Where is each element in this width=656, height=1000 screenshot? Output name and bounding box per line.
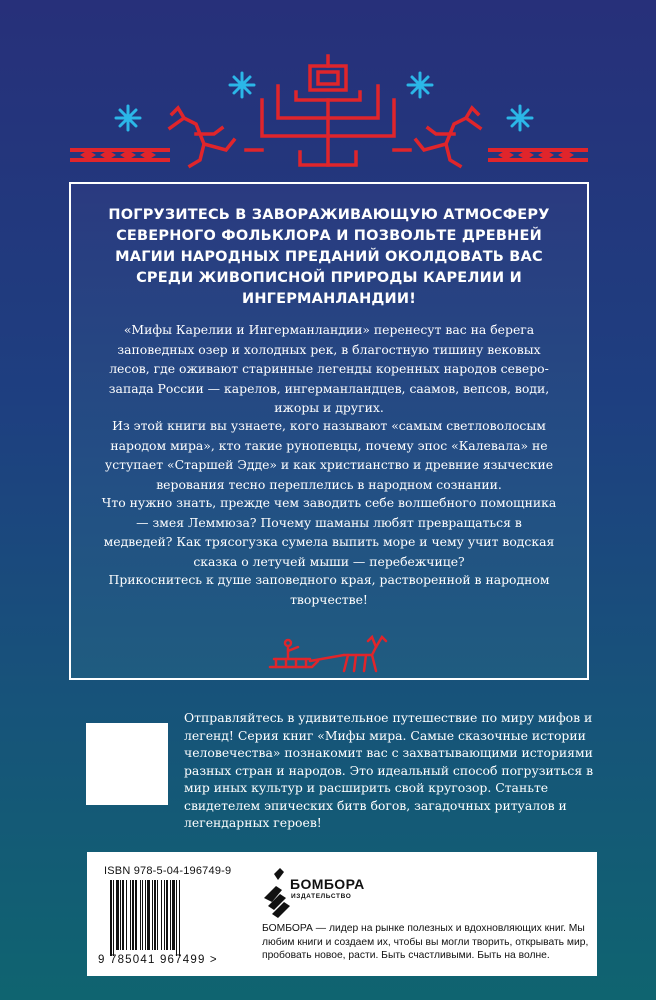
barcode-bar [132, 880, 134, 950]
barcode-bar [126, 880, 127, 950]
series-description: Отправляйтесь в удивительное путешествие по миру мифов и легенд! Серия книг «Мифы мира. Самые сказочные истории человечества» познакомит вас с захватывающими историями разных стран и народов. Это идеальный способ погрузиться в мир иных культур и расширить свой кругозор. Станьте свидетелем эпических битв богов, загадочных ритуалов и легендарных героев! [184, 710, 594, 830]
barcode-bar [130, 880, 131, 950]
intro-text: ПОГРУЗИТЕСЬ В ЗАВОРАЖИВАЮЩУЮ АТМОСФЕРУ СЕВЕРНОГО ФОЛЬКЛОРА И ПОЗВОЛЬТЕ ДРЕВНЕЙ МАГИИ НАРОДНЫХ ПРЕДАНИЙ ОКОЛДОВАТЬ ВАС СРЕДИ ЖИВОПИСНОЙ ПРИРОДЫ КАРЕЛИИ И ИНГЕРМАНЛАНДИИ! [108, 207, 550, 307]
barcode-bar [116, 880, 119, 950]
barcode-bar [145, 880, 146, 950]
barcode-bar [154, 880, 156, 950]
folk-ornament [0, 0, 656, 180]
barcode-bar [164, 880, 165, 950]
barcode-number: 9 785041 967499 > [98, 954, 218, 966]
barcode-bar [176, 880, 177, 956]
barcode-bar [140, 880, 141, 950]
barcode-bar [122, 880, 124, 950]
barcode-bar [157, 880, 158, 950]
publisher-description: БОМБОРА — лидер на рынке полезных и вдохновляющих книг. Мы любим книги и создаем их, чтобы вы могли творить, открывать мир, пробовать новое, расти. Быть счастливыми. Быть на волне. [262, 923, 589, 961]
barcode-bar [142, 880, 143, 950]
barcode-bar [179, 880, 180, 956]
bird-icon [170, 108, 234, 166]
barcode-bar [170, 880, 171, 950]
reindeer-sled-icon [268, 633, 388, 675]
barcode-bar [152, 880, 153, 950]
bird-icon [416, 108, 480, 166]
barcode-bar [161, 880, 162, 950]
barcode-bar [110, 880, 112, 956]
publisher-subtitle: ИЗДАТЕЛЬСТВО [291, 893, 352, 900]
sticker-placeholder [86, 723, 168, 805]
barcode-bar [135, 880, 137, 950]
barcode-bar [172, 880, 175, 950]
description-paragraph: «Мифы Карелии и Ингерманландии» перенесут вас на берега заповедных озер и холодных рек, в благостную тишину вековых лесов, где оживают старинные легенды коренных народов северо-запада России — карелов, ингерманландцев, саамов, вепсов, води, ижоры и других. [108, 322, 550, 415]
description-paragraph: Прикоснитесь к душе заповедного края, растворенной в народном творчестве! [108, 572, 550, 607]
tree-symbol-icon [246, 56, 410, 165]
description-paragraph: Из этой книги вы узнаете, кого называют «самым светловолосым народом мира», кто такие рунопевцы, почему эпос «Калевала» не уступает «Старшей Эдде» и как христианство и древние языческие верования тесно переплелись в народном сознании. [104, 418, 554, 492]
barcode-image [108, 880, 228, 958]
description-paragraph: Что нужно знать, прежде чем заводить себе волшебного помощника — змея Леммюза? Почему шаманы любят превращаться в медведей? Как трясогузка сумела выпить море и чему учит водская сказка о летучей мыши — перебежчице? [101, 495, 557, 569]
publisher-name: БОМБОРА [290, 876, 365, 892]
isbn-number: ISBN 978-5-04-196749-9 [104, 865, 232, 877]
barcode-bar [120, 880, 121, 950]
barcode-bar [147, 880, 150, 950]
barcode-bar [166, 880, 168, 950]
barcode-bar [113, 880, 114, 956]
